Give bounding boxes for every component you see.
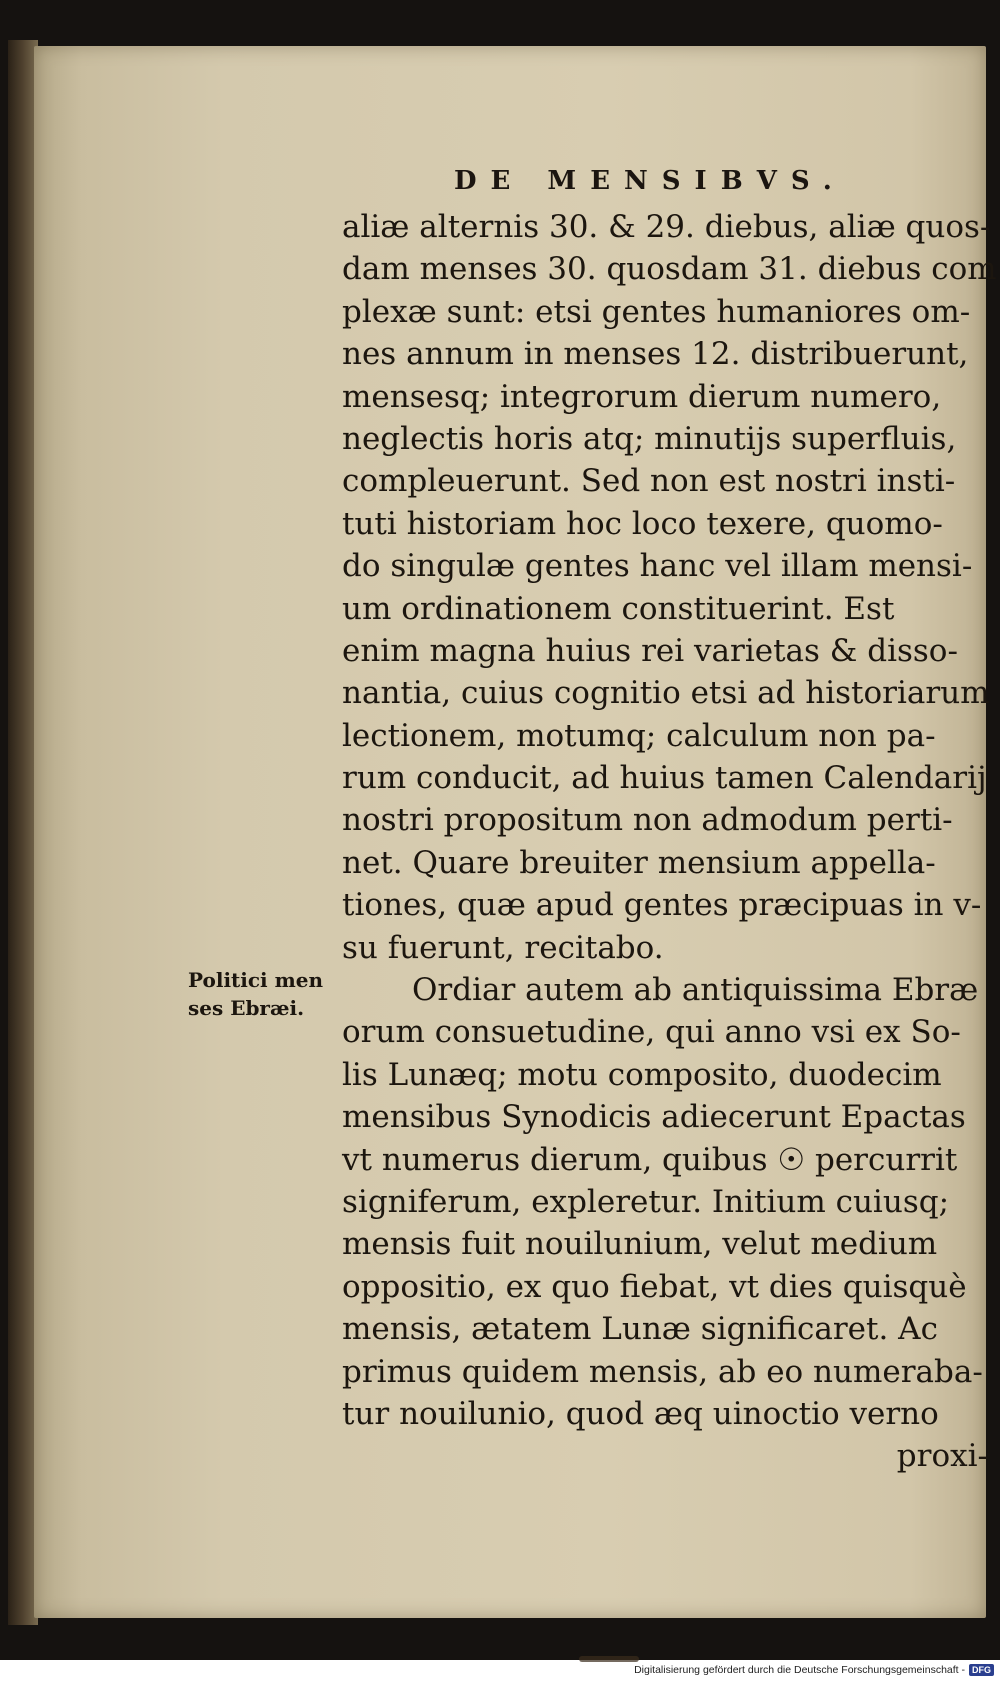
book-page [34,46,997,1618]
text-line: lectionem, motumq; calculum non pa- [342,717,936,754]
text-line: nantia, cuius cognitio etsi ad historiarum [342,675,990,712]
text-line: tiones, quæ apud gentes præcipuas in v- [342,887,982,924]
text-line: oppositio, ex quo fiebat, vt dies quisquè [342,1268,967,1305]
text-line: orum consuetudine, qui anno vsi ex So- [342,1014,961,1051]
page-stain [579,1656,639,1662]
running-head: DE MENSIBVS. [454,166,846,196]
dfg-logo: DFG [969,1664,994,1676]
text-line: plexæ sunt: etsi gentes humaniores om- [342,293,971,330]
marginal-note-line: ses Ebræi. [188,996,305,1020]
text-line: nes annum in menses 12. distribuerunt, [342,336,969,373]
text-line: Ordiar autem ab antiquissima Ebræ [412,972,979,1009]
text-line: mensesq; integrorum dierum numero, [342,378,942,415]
text-line: nostri propositum non admodum perti- [342,802,953,839]
text-line: compleuerunt. Sed non est nostri insti- [342,463,956,500]
text-line: mensis, ætatem Lunæ significaret. Ac [342,1311,938,1348]
text-line: um ordinationem constituerint. Est [342,590,895,627]
text-line: mensibus Synodicis adiecerunt Epactas [342,1099,966,1136]
marginal-note-line: Politici men [188,968,324,992]
catchword: proxi- [896,1438,988,1475]
text-line: net. Quare breuiter mensium appella- [342,844,936,881]
text-line: signiferum, expleretur. Initium cuiusq; [342,1183,950,1220]
text-line: su fuerunt, recitabo. [342,929,664,966]
text-line: lis Lunæq; motu composito, duodecim [342,1056,942,1093]
text-line: rum conducit, ad huius tamen Calendarij [342,760,987,797]
text-line: primus quidem mensis, ab eo numeraba- [342,1353,983,1390]
text-line: do singulæ gentes hanc vel illam mensi- [342,548,973,585]
credit-text: Digitalisierung gefördert durch die Deutsche Forschungsgemeinschaft - [634,1664,965,1676]
marginal-note [188,966,338,1022]
main-text-block [342,206,997,1478]
text-line: aliæ alternis 30. & 29. diebus, aliæ quos- [342,209,991,245]
digitization-credit [634,1661,994,1679]
text-line: tur nouilunio, quod æq uinoctio verno [342,1395,939,1432]
text-line: enim magna huius rei varietas & disso- [342,632,958,669]
text-line: vt numerus dierum, quibus ☉ percurrit [342,1141,958,1178]
text-line: dam menses 30. quosdam 31. diebus com [342,251,997,288]
text-line: mensis fuit nouilunium, velut medium [342,1226,938,1263]
text-line: tuti historiam hoc loco texere, quomo- [342,505,943,542]
text-line: neglectis horis atq; minutijs superfluis, [342,420,957,457]
